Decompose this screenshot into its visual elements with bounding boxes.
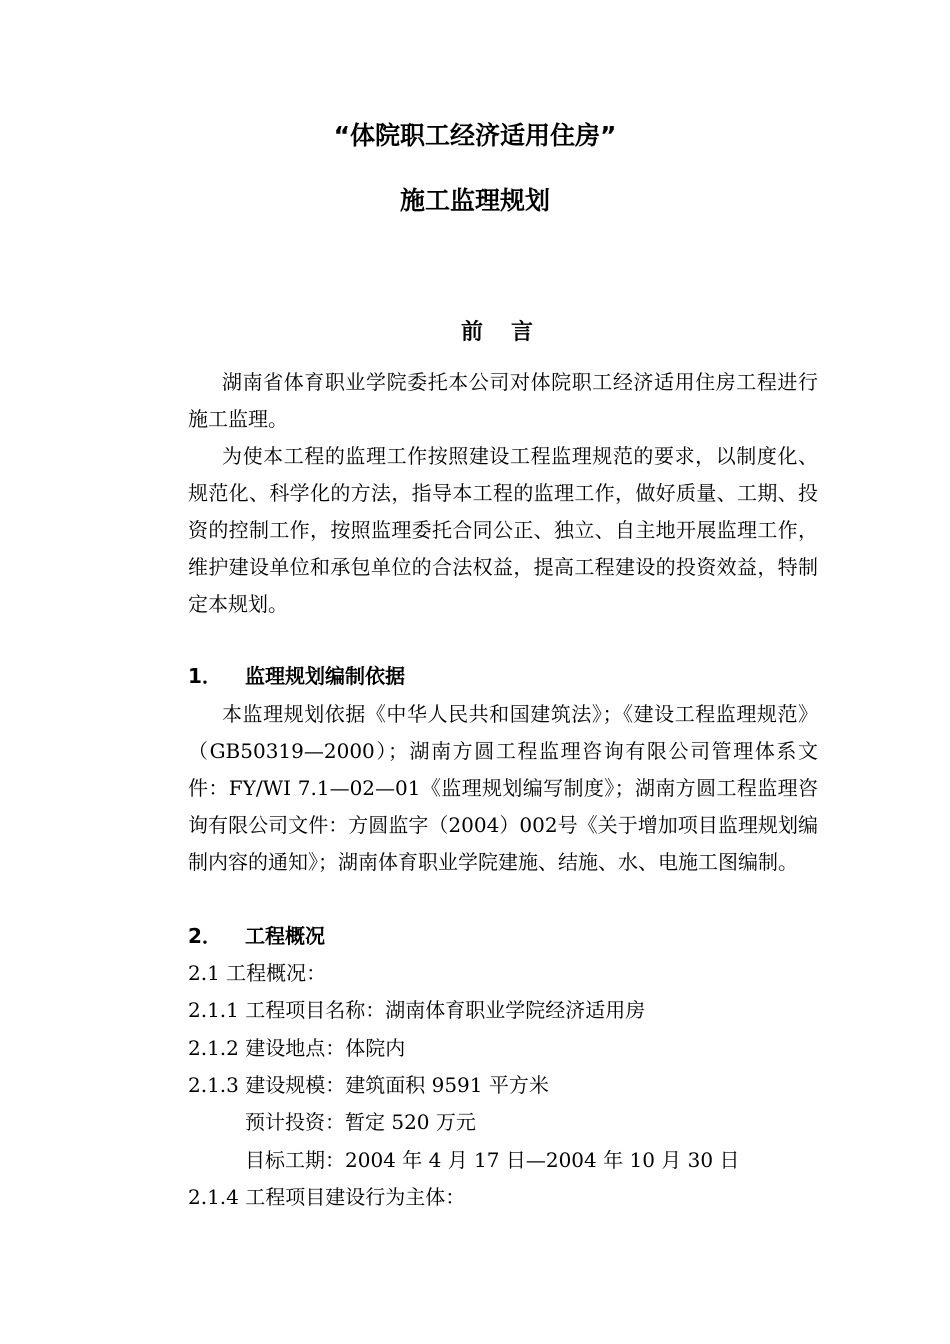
preface-paragraph-1: 湖南省体育职业学院委托本公司对体院职工经济适用住房工程进行施工监理。 [188, 370, 818, 431]
section-2-heading [188, 918, 325, 955]
preface-heading-char-2: 言 [511, 320, 534, 345]
scale-line: 2.1.3 建设规模：建筑面积 9591 平方米 [188, 1073, 549, 1097]
section-1-number: 1． [188, 664, 222, 688]
investment-line: 预计投资：暂定 520 万元 [245, 1110, 476, 1134]
project-name-line: 2.1.1 工程项目名称：湖南体育职业学院经济适用房 [188, 998, 646, 1022]
location-line: 2.1.2 建设地点：体院内 [188, 1036, 406, 1060]
construction-parties-line: 2.1.4 工程项目建设行为主体： [188, 1185, 466, 1209]
section-1-paragraph: 本监理规划依据《中华人民共和国建筑法》；《建设工程监理规范》（GB50319—2000）；湖南方圆工程监理咨询有限公司管理体系文件：FY/WI 7.1—02—01《监理规划编写制度》；湖南方圆工程监理咨询有限公司文件：方圆监字（2004）002号《关于增加项目监理规划编制内容的通知》；湖南体育职业学院建施、结施、水、电施工图编制。 [188, 702, 818, 874]
document-subtitle: 施工监理规划 [399, 186, 550, 215]
preface-heading-char-1: 前 [460, 320, 483, 345]
preface-heading [0, 315, 950, 346]
document-title: “体院职工经济适用住房” [333, 121, 617, 150]
section-2-number: 2． [188, 924, 222, 948]
duration-line: 目标工期：2004 年 4 月 17 日—2004 年 10 月 30 日 [245, 1148, 740, 1172]
section-1-heading [188, 658, 405, 695]
overview-line: 2.1 工程概况： [188, 961, 327, 985]
section-1-title: 监理规划编制依据 [245, 664, 405, 688]
preface-paragraph-2: 为使本工程的监理工作按照建设工程监理规范的要求，以制度化、规范化、科学化的方法，指导本工程的监理工作，做好质量、工期、投资的控制工作，按照监理委托合同公正、独立、自主地开展监理工作，维护建设单位和承包单位的合法权益，提高工程建设的投资效益，特制定本规划。 [188, 444, 818, 616]
section-2-title: 工程概况 [245, 924, 325, 948]
